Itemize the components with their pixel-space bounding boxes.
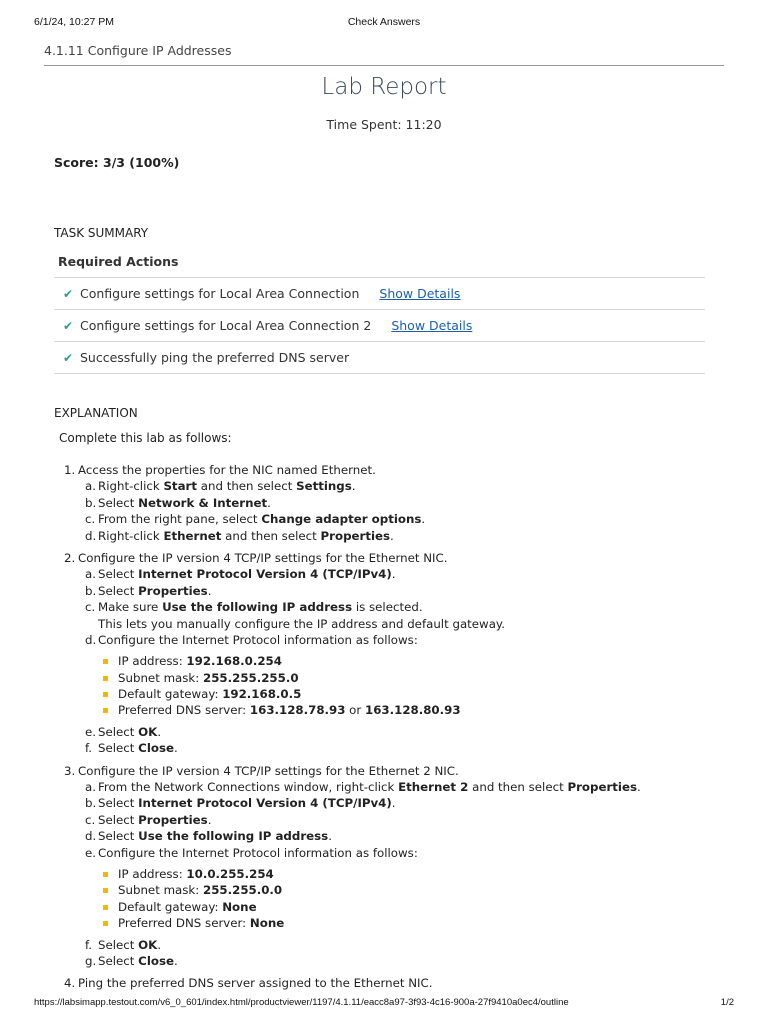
emphasis-text: Properties bbox=[567, 780, 637, 795]
substep-text: From the right pane, select Change adapter options. bbox=[98, 512, 426, 527]
substep-letter: a. bbox=[85, 479, 96, 494]
setting-value: 255.255.0.0 bbox=[203, 883, 283, 898]
setting-value: 163.128.80.93 bbox=[365, 703, 461, 718]
step-text: Configure the IP version 4 TCP/IP settings for the Ethernet NIC. bbox=[78, 550, 448, 565]
setting-value: None bbox=[222, 899, 257, 914]
substep-item bbox=[64, 724, 724, 740]
substep-item bbox=[64, 953, 724, 969]
step-text: Configure the IP version 4 TCP/IP settings for the Ethernet 2 NIC. bbox=[78, 763, 459, 778]
substep-item bbox=[64, 779, 724, 795]
emphasis-text: Internet Protocol Version 4 (TCP/IPv4) bbox=[138, 796, 392, 811]
substep-letter: f. bbox=[85, 741, 93, 756]
bullet-marker bbox=[103, 921, 108, 926]
bullet-item bbox=[64, 866, 724, 882]
bullet-item bbox=[64, 686, 724, 702]
step-number: 1. bbox=[64, 463, 76, 477]
bullet-marker bbox=[103, 905, 108, 910]
check-icon: ✔ bbox=[63, 350, 74, 365]
check-icon: ✔ bbox=[63, 286, 74, 301]
action-row bbox=[54, 342, 705, 374]
print-datetime: 6/1/24, 10:27 PM bbox=[34, 16, 114, 28]
action-row bbox=[54, 310, 705, 342]
substep-text: Select Use the following IP address. bbox=[98, 829, 332, 844]
substep-text: Right-click Ethernet and then select Properties. bbox=[98, 528, 394, 543]
substep-letter: a. bbox=[85, 780, 96, 795]
action-label: Configure settings for Local Area Connection bbox=[80, 286, 360, 301]
step-item bbox=[64, 763, 724, 779]
substep-letter: d. bbox=[85, 528, 97, 543]
emphasis-text: Start bbox=[163, 479, 197, 494]
bullet-text: IP address: 192.168.0.254 bbox=[118, 654, 282, 669]
bullet-item bbox=[64, 899, 724, 915]
print-footer bbox=[34, 997, 734, 1011]
substep-text: Select OK. bbox=[98, 937, 162, 952]
explanation-intro: Complete this lab as follows: bbox=[59, 431, 232, 445]
substep-item bbox=[64, 937, 724, 953]
emphasis-text: Properties bbox=[138, 812, 208, 827]
bullet-marker bbox=[103, 708, 108, 713]
bullet-text: IP address: 10.0.255.254 bbox=[118, 866, 274, 881]
setting-value: None bbox=[249, 916, 285, 931]
substep-item bbox=[64, 740, 724, 756]
lab-title-bar bbox=[44, 40, 724, 66]
substep-item bbox=[64, 583, 724, 599]
substep-letter: d. bbox=[85, 829, 97, 844]
substep-text: Select Internet Protocol Version 4 (TCP/IPv4). bbox=[98, 567, 396, 582]
show-details-link[interactable]: Show Details bbox=[391, 318, 473, 333]
substep-letter: c. bbox=[85, 512, 96, 527]
emphasis-text: Properties bbox=[138, 583, 208, 598]
bullet-item bbox=[64, 653, 724, 669]
score: Score: 3/3 (100%) bbox=[54, 155, 180, 170]
step-number: 2. bbox=[64, 550, 76, 565]
action-label: Configure settings for Local Area Connection 2 bbox=[80, 318, 372, 333]
step-item bbox=[64, 975, 724, 991]
bullet-marker bbox=[103, 659, 108, 664]
substep-item bbox=[64, 495, 724, 511]
emphasis-text: Use the following IP address bbox=[162, 600, 353, 615]
emphasis-text: Use the following IP address bbox=[138, 829, 329, 844]
bullet-text: Default gateway: None bbox=[118, 899, 257, 914]
print-header bbox=[34, 16, 734, 30]
emphasis-text: Network & Internet bbox=[138, 495, 268, 510]
step-number: 4. bbox=[64, 976, 76, 991]
page-number: 1/2 bbox=[720, 997, 734, 1008]
step-item bbox=[64, 550, 724, 566]
bullet-marker bbox=[103, 692, 108, 697]
substep-letter: e. bbox=[85, 845, 97, 860]
bullet-item bbox=[64, 670, 724, 686]
emphasis-text: Close bbox=[138, 953, 174, 968]
substep-item bbox=[64, 845, 724, 861]
check-icon: ✔ bbox=[63, 318, 74, 333]
required-actions-heading: Required Actions bbox=[58, 254, 179, 269]
setting-value: 192.168.0.254 bbox=[186, 654, 282, 669]
substep-text: Make sure Use the following IP address is selected. bbox=[98, 600, 423, 615]
bullet-text: Default gateway: 192.168.0.5 bbox=[118, 687, 302, 702]
bullet-text: Preferred DNS server: 163.128.78.93 or 163.128.80.93 bbox=[118, 703, 461, 718]
substep-item bbox=[64, 812, 724, 828]
emphasis-text: Ethernet bbox=[163, 528, 222, 543]
substep-item bbox=[64, 795, 724, 811]
emphasis-text: OK bbox=[138, 724, 158, 739]
required-actions-list bbox=[54, 277, 705, 374]
task-summary-heading: TASK SUMMARY bbox=[54, 226, 149, 240]
step-text: Ping the preferred DNS server assigned to the Ethernet NIC. bbox=[78, 976, 433, 991]
substep-letter: f. bbox=[85, 937, 93, 952]
bullet-item bbox=[64, 702, 724, 718]
step-number: 3. bbox=[64, 763, 76, 778]
substep-text: Select Close. bbox=[98, 741, 178, 756]
step-text: Access the properties for the NIC named Ethernet. bbox=[78, 463, 376, 477]
emphasis-text: OK bbox=[138, 937, 158, 952]
bullet-marker bbox=[103, 888, 108, 893]
note-text: This lets you manually configure the IP address and default gateway. bbox=[98, 616, 505, 631]
substep-letter: c. bbox=[85, 600, 96, 615]
setting-value: 163.128.78.93 bbox=[249, 703, 346, 718]
substep-text: Select Network & Internet. bbox=[98, 495, 271, 510]
page-url: https://labsimapp.testout.com/v6_0_601/index.html/productviewer/1197/4.1.11/eacc8a97-3f93-4c16-900a-27f9410a0ec4/outline bbox=[34, 997, 569, 1008]
time-spent: Time Spent: 11:20 bbox=[326, 117, 442, 132]
substep-letter: b. bbox=[85, 796, 97, 811]
substep-text: From the Network Connections window, right-click Ethernet 2 and then select Properties. bbox=[98, 780, 641, 795]
report-title: Lab Report bbox=[321, 74, 447, 100]
explanation-heading: EXPLANATION bbox=[54, 406, 138, 420]
show-details-link[interactable]: Show Details bbox=[379, 286, 461, 301]
emphasis-text: Ethernet 2 bbox=[398, 780, 469, 795]
bullet-marker bbox=[103, 676, 108, 681]
substep-letter: g. bbox=[85, 953, 97, 968]
substep-item bbox=[64, 528, 724, 544]
substep-letter: b. bbox=[85, 495, 97, 510]
emphasis-text: Internet Protocol Version 4 (TCP/IPv4) bbox=[138, 567, 392, 582]
substep-item bbox=[64, 511, 724, 527]
substep-letter: e. bbox=[85, 724, 97, 739]
step-item bbox=[64, 462, 724, 478]
substep-item bbox=[64, 632, 724, 648]
substep-letter: c. bbox=[85, 812, 96, 827]
setting-value: 192.168.0.5 bbox=[222, 687, 302, 702]
substep-item bbox=[64, 599, 724, 615]
substep-text: Right-click Start and then select Settings. bbox=[98, 479, 356, 494]
bullet-item bbox=[64, 882, 724, 898]
substep-letter: b. bbox=[85, 583, 97, 598]
action-label: Successfully ping the preferred DNS server bbox=[80, 350, 350, 365]
print-page-title: Check Answers bbox=[347, 16, 421, 28]
substep-note bbox=[64, 616, 724, 632]
emphasis-text: Change adapter options bbox=[261, 512, 422, 527]
emphasis-text: Properties bbox=[320, 528, 391, 543]
substep-text: Configure the Internet Protocol information as follows: bbox=[98, 632, 418, 647]
bullet-marker bbox=[103, 872, 108, 877]
substep-item bbox=[64, 478, 724, 494]
bullet-text: Preferred DNS server: None bbox=[118, 916, 285, 931]
lab-title: 4.1.11 Configure IP Addresses bbox=[44, 43, 232, 58]
bullet-text: Subnet mask: 255.255.0.0 bbox=[118, 883, 283, 898]
substep-text: Select Close. bbox=[98, 953, 178, 968]
setting-value: 255.255.255.0 bbox=[203, 670, 299, 685]
substep-letter: a. bbox=[85, 567, 96, 582]
bullet-item bbox=[64, 915, 724, 931]
emphasis-text: Close bbox=[138, 741, 174, 756]
substep-text: Select Properties. bbox=[98, 812, 212, 827]
bullet-text: Subnet mask: 255.255.255.0 bbox=[118, 670, 299, 685]
emphasis-text: Settings bbox=[296, 479, 352, 494]
substep-text: Select Properties. bbox=[98, 583, 212, 598]
substep-item bbox=[64, 566, 724, 582]
action-row bbox=[54, 278, 705, 310]
substep-text: Select Internet Protocol Version 4 (TCP/IPv4). bbox=[98, 796, 396, 811]
substep-letter: d. bbox=[85, 632, 97, 647]
substep-text: Configure the Internet Protocol information as follows: bbox=[98, 845, 418, 860]
explanation-steps bbox=[64, 462, 724, 992]
substep-item bbox=[64, 828, 724, 844]
substep-text: Select OK. bbox=[98, 724, 162, 739]
setting-value: 10.0.255.254 bbox=[186, 866, 274, 881]
